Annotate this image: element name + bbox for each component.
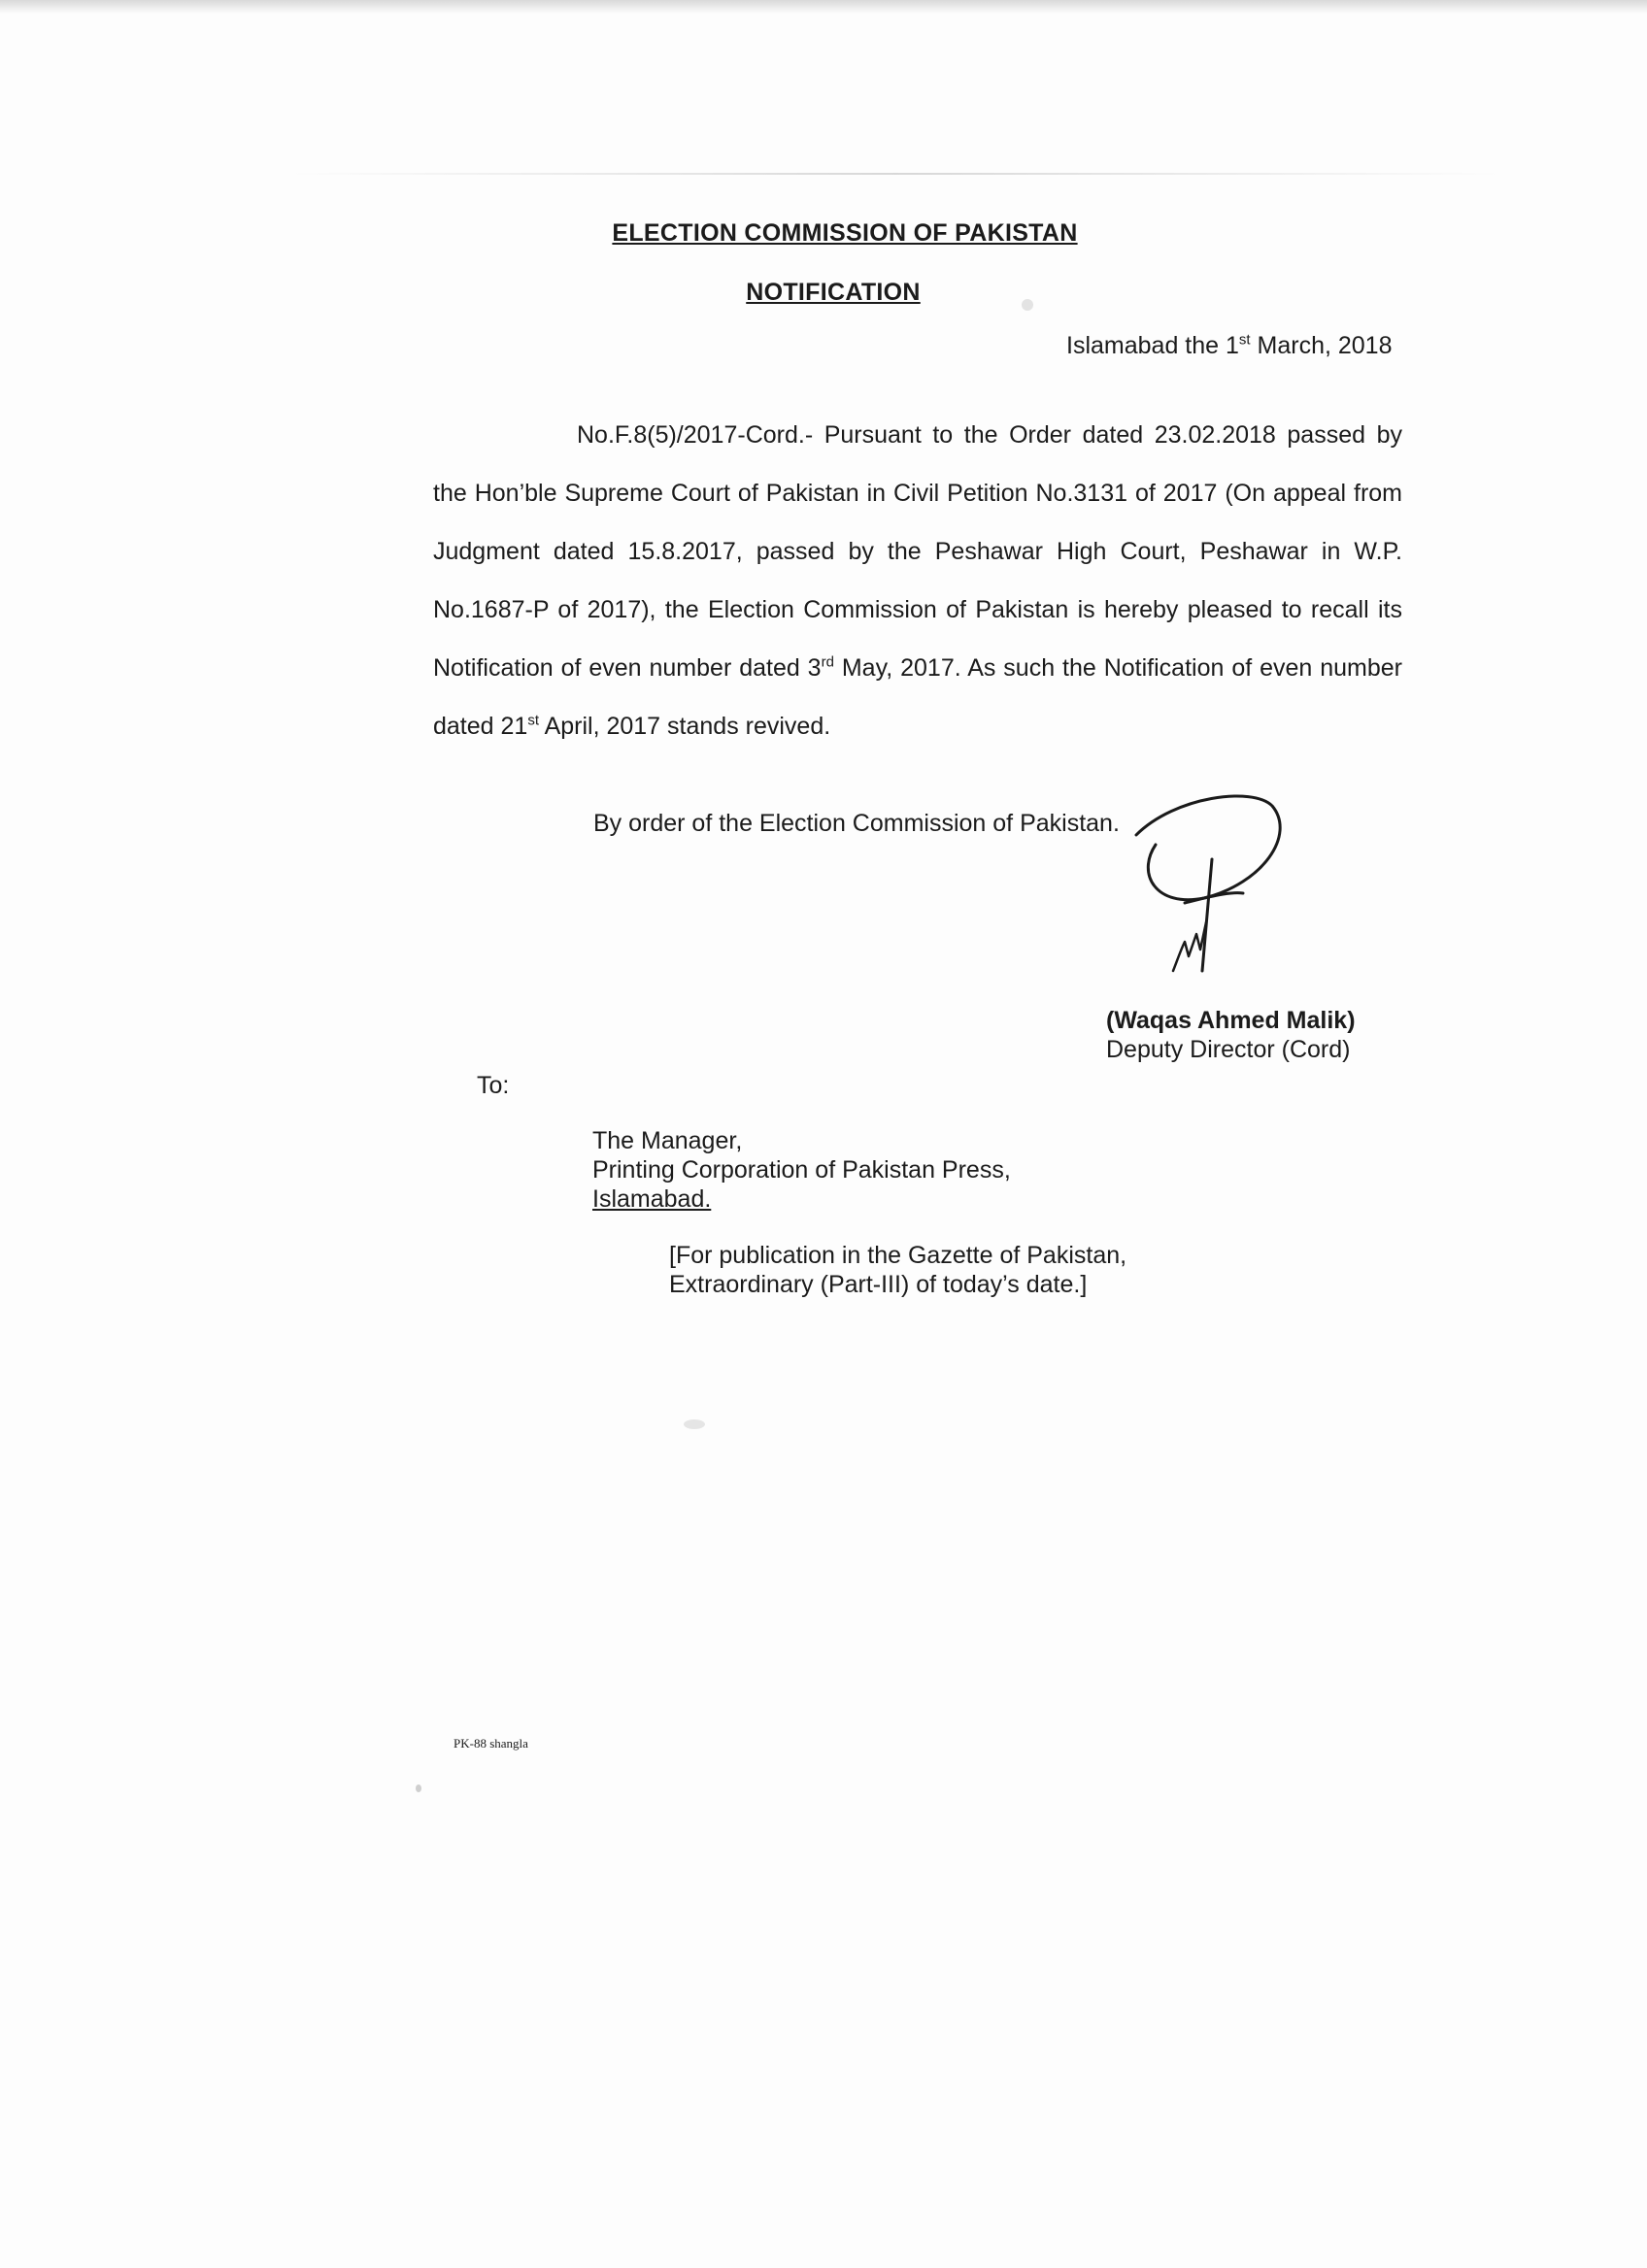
footer-tag: PK-88 shangla [454, 1736, 528, 1751]
scan-artifact-line [291, 173, 1500, 175]
body-ordinal-1: rd [821, 653, 834, 671]
date-prefix: Islamabad the 1 [1066, 332, 1239, 359]
signatory-name: (Waqas Ahmed Malik) [1106, 1007, 1356, 1034]
publication-note-line-1: [For publication in the Gazette of Pakistan, [669, 1242, 1127, 1269]
scan-edge [0, 0, 1647, 14]
body-text-3: April, 2017 stands revived. [539, 713, 831, 740]
address-line-2: Printing Corporation of Pakistan Press, [592, 1156, 1011, 1184]
scan-speck [1022, 299, 1033, 311]
publication-note [669, 1241, 1126, 1299]
signature-mark [1117, 777, 1311, 990]
notification-body [433, 406, 1402, 755]
body-text-2: May, 2017. As such the Notification of even number dated 21 [433, 654, 1402, 740]
organization-heading: ELECTION COMMISSION OF PAKISTAN [612, 219, 1078, 247]
address-line-1: The Manager, [592, 1127, 743, 1154]
address-line-3: Islamabad. [592, 1185, 712, 1213]
date-suffix: March, 2018 [1250, 332, 1393, 359]
to-label: To: [477, 1072, 510, 1099]
order-line: By order of the Election Commission of Pakistan. [593, 810, 1120, 837]
body-text-1: No.F.8(5)/2017-Cord.- Pursuant to the Order dated 23.02.2018 passed by the Hon’ble Supreme Court of Pakistan in Civil Petition No.3131 of 2017 (On appeal from Judgment dated 15.8.2017, passed by the Peshawar High Court, Peshawar in W.P. No.1687-P of 2017), the Election Commission of Pakistan is hereby pleased to recall its Notification of even number dated 3 [433, 421, 1402, 682]
notification-heading: NOTIFICATION [746, 279, 921, 306]
recipient-address [592, 1126, 1011, 1214]
scan-speck [684, 1419, 705, 1429]
date-line [1066, 332, 1393, 360]
signatory-title: Deputy Director (Cord) [1106, 1036, 1351, 1063]
body-ordinal-2: st [527, 712, 539, 729]
date-ordinal: st [1238, 331, 1251, 349]
signatory-block [1106, 1006, 1356, 1064]
scan-speck [416, 1784, 421, 1792]
publication-note-line-2: Extraordinary (Part-III) of today’s date.] [669, 1271, 1088, 1298]
